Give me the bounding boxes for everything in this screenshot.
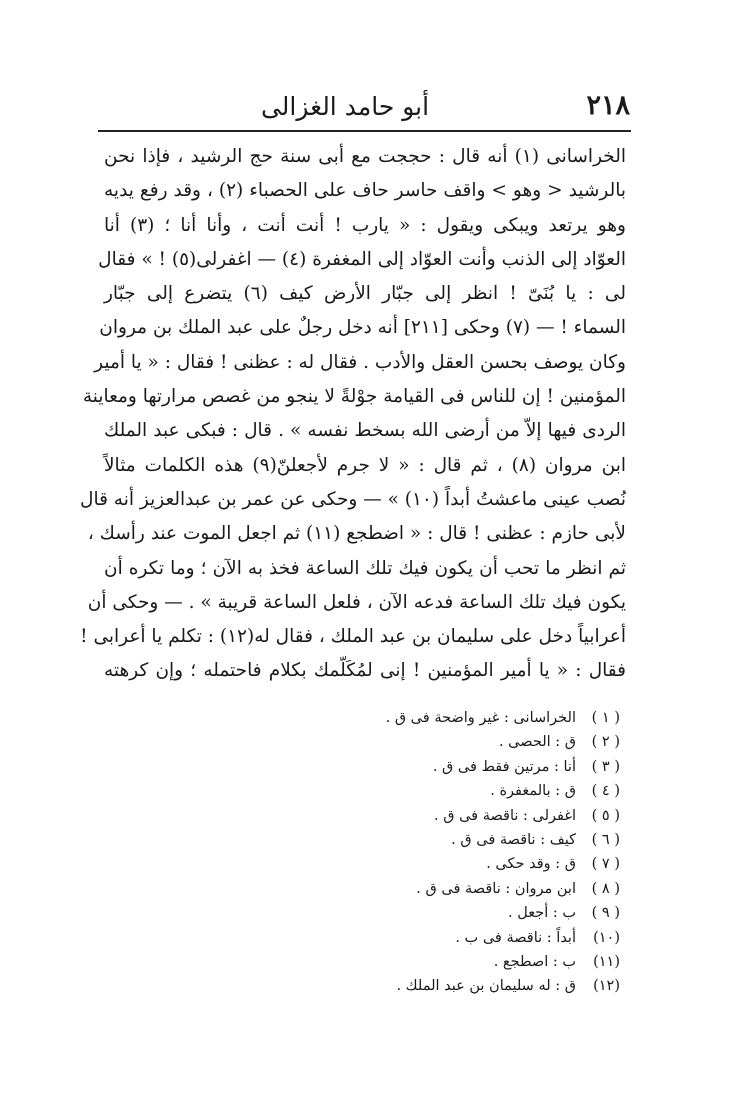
text-line: وهو يرتعد ويبكى ويقول : « يارب ! أنت أنت ، وأنا أنا ؛ (٣) أنا — [104, 214, 626, 236]
footnote-text: ب : اصطجع . — [493, 953, 576, 970]
text-line: لأبى حازم : عظنى ! قال : « اضطجع (١١) ثم اجعل الموت عند رأسك ، — [87, 523, 626, 545]
footnote-text: أنا : مرتين فقط فى ق . — [432, 758, 576, 775]
text-line: السماء ! — (٧) وحكى [٢١١] أنه دخل رجلٌ على عبد الملك بن مروان — [99, 317, 626, 339]
footnote-text: ق : بالمغفرة . — [490, 783, 576, 800]
footnote-number: ( ٦ ) — [591, 831, 620, 848]
footnote — [200, 901, 620, 925]
footnote — [200, 877, 620, 901]
footnote — [200, 706, 620, 730]
footnotes — [200, 706, 620, 999]
footnote-text: ق : له سليمان بن عبد الملك . — [396, 978, 576, 995]
footnote — [200, 755, 620, 779]
page-number: ٢١٨ — [586, 90, 630, 121]
footnote-text: أبداً : ناقصة فى ب . — [455, 929, 576, 946]
text-line: الردى فيها إلاّ من أرضى الله بسخط نفسه » . قال : فبكى عبد الملك — [104, 420, 626, 442]
footnote — [200, 730, 620, 754]
text-line: ثم انظر ما تحب أن يكون فيك تلك الساعة فخذ به الآن ؛ وما تكره أن — [104, 557, 626, 579]
footnote-number: (١٢) — [593, 978, 620, 995]
footnote-number: (١١) — [593, 953, 620, 970]
footnote — [200, 852, 620, 876]
page-header — [100, 88, 630, 128]
footnote-number: (١٠) — [593, 929, 620, 946]
footnote-text: ب : أجعل . — [508, 905, 576, 922]
text-line: ابن مروان (٨) ، ثم قال : « لا جرم لأجعلنّ(٩) هذه الكلمات مثالاً — [104, 454, 626, 476]
footnote-number: ( ٣ ) — [591, 758, 620, 775]
footnote-text: الخراسانى : غير واضحة فى ق . — [385, 710, 576, 726]
footnote-number: ( ١ ) — [591, 710, 620, 726]
footnote — [200, 974, 620, 998]
footnote — [200, 950, 620, 974]
text-line: لى : يا بُنَىّ ! انظر إلى جبّار الأرض كيف (٦) يتضرع إلى جبّار — [104, 283, 626, 305]
footnote-number: ( ٤ ) — [591, 783, 620, 800]
text-line: أعرابياً دخل على سليمان بن عبد الملك ، فقال له(١٢) : تكلم يا أعرابى ! — [80, 626, 626, 648]
text-line: الخراسانى (١) أنه قال : حججت مع أبى سنة حج الرشيد ، فإذا نحن — [104, 146, 627, 167]
text-line: وكان يوصف بحسن العقل والأدب . فقال له : عظنى ! فقال : « يا أمير — [94, 351, 626, 373]
footnote-number: ( ٨ ) — [591, 880, 620, 897]
footnote — [200, 926, 620, 950]
footnote — [200, 804, 620, 828]
text-line: المؤمنين ! إن للناس فى القيامة جوْلةً لا ينجو من غصص مرارتها ومعاينة — [82, 386, 626, 408]
text-line: بالرشيد < وهو > واقف حاسر حاف على الحصباء (٢) ، وقد رفع يديه — [104, 180, 627, 202]
text-line: فقال : « يا أمير المؤمنين ! إنى لمُكَلّمك بكلام فاحتمله ؛ وإن كرهته — [104, 660, 626, 682]
footnote-text: كيف : ناقصة فى ق . — [451, 831, 576, 848]
footnote-number: ( ٥ ) — [591, 807, 620, 824]
running-title: أبو حامد الغزالى — [260, 92, 430, 121]
text-line: العوّاد إلى الذنب وأنت العوّاد إلى المغفرة (٤) — اغفرلى(٥) ! » فقال — [98, 248, 626, 270]
footnote-number: ( ٧ ) — [591, 856, 620, 873]
footnote-text: ق : وقد حكى . — [486, 856, 576, 873]
footnote — [200, 828, 620, 852]
text-line: نُصب عينى ماعشتُ أبداً (١٠) » — وحكى عن عمر بن عبدالعزيز أنه قال — [80, 488, 626, 510]
footnote-number: ( ٩ ) — [591, 905, 620, 922]
footnote — [200, 779, 620, 803]
footnote-text: اغفرلى : ناقصة فى ق . — [434, 807, 576, 824]
footnote-number: ( ٢ ) — [591, 734, 620, 751]
header-rule — [98, 130, 631, 132]
footnote-text: ابن مروان : ناقصة فى ق . — [416, 880, 576, 897]
text-line: يكون فيك تلك الساعة فدعه الآن ، فلعل الساعة قريبة » . — وحكى أن — [87, 591, 626, 613]
main-text — [80, 140, 627, 689]
footnote-text: ق : الحصى . — [498, 734, 576, 751]
